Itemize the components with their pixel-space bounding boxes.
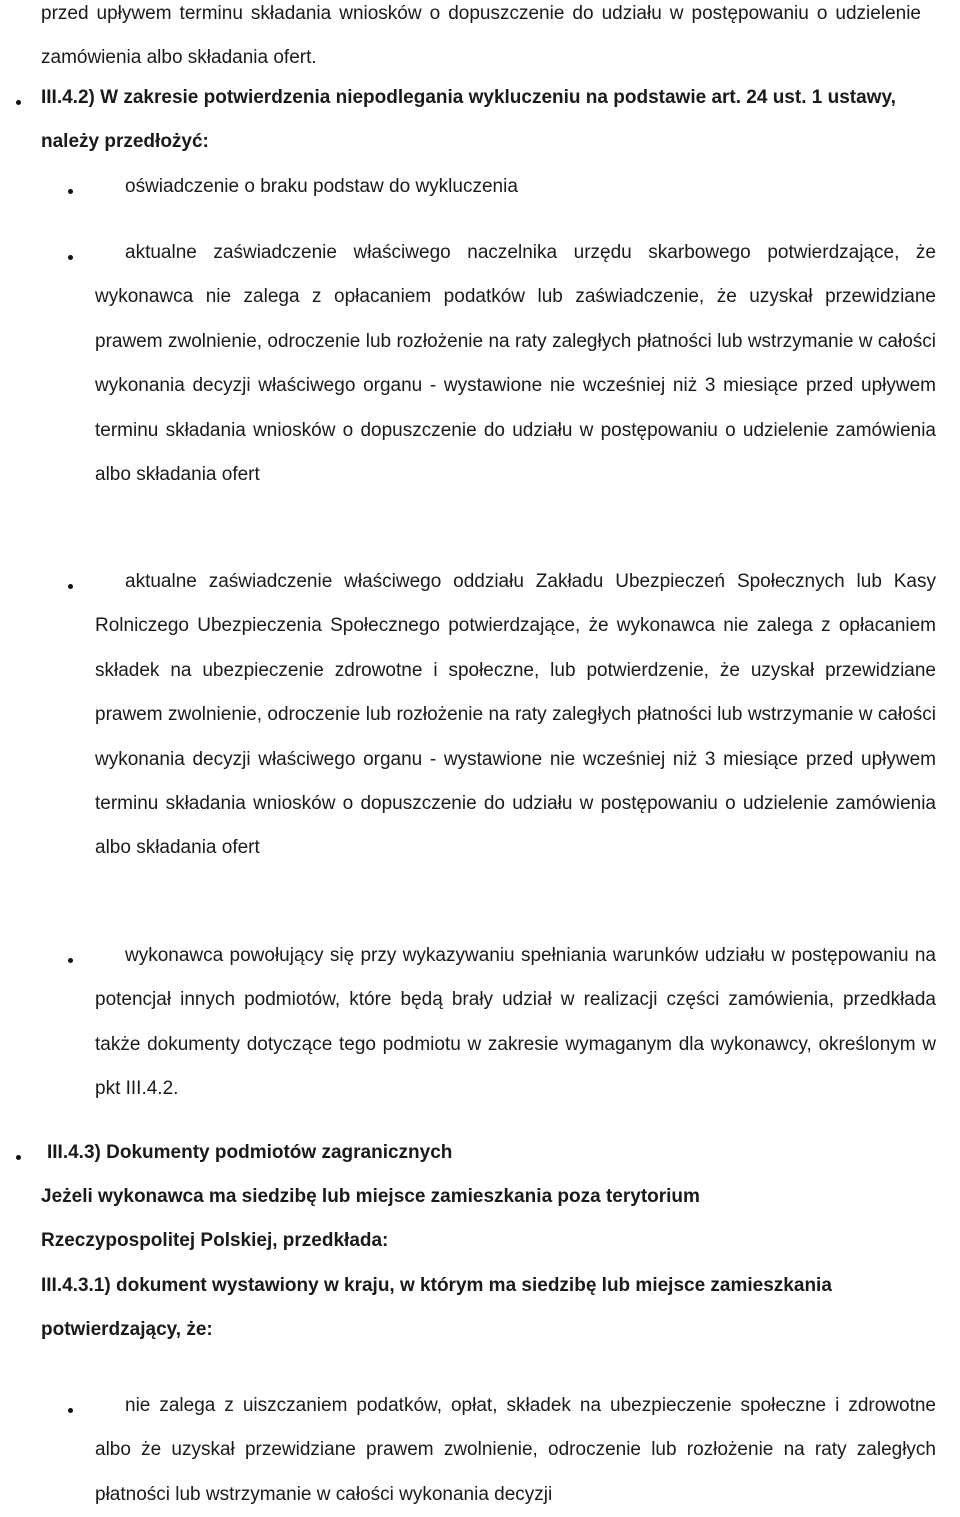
list-item: nie zalega z uiszczaniem podatków, opłat, składek na ubezpieczenie społeczne i zdrowotne albo że uzyskał przewidziane prawem zwolnienie, odroczenie lub rozłożenie na raty zaległych płatności lub wstrzymanie w całości wykonania decyzji: [95, 1395, 936, 1505]
list-item: aktualne zaświadczenie właściwego oddziału Zakładu Ubezpieczeń Społecznych lub Kasy Rolniczego Ubezpieczenia Społecznego potwierdzające, że wykonawca nie zalega z opłacaniem składek na ubezpieczenie zdrowotne i społeczne, lub potwierdzenie, że uzyskał przewidziane prawem zwolnienie, odroczenie lub rozłożenie na raty zaległych płatności lub wstrzymanie w całości wykonania decyzji właściwego organu - wystawione nie wcześniej niż 3 miesiące przed upływem terminu składania wniosków o dopuszczenie do udziału w postępowaniu o udzielenie zamówienia albo składania ofert: [95, 571, 936, 859]
subsection-iii-4-3-1: III.4.3.1) dokument wystawiony w kraju, w którym ma siedzibę lub miejsce zamieszkania potwierdzający, że:: [41, 1275, 832, 1341]
bullet-icon: [68, 1408, 73, 1413]
intro-paragraph: przed upływem terminu składania wniosków o dopuszczenie do udziału w postępowaniu o udzielenie zamówienia albo składania ofert.: [41, 3, 921, 69]
section-heading-iii-4-2: III.4.2) W zakresie potwierdzenia niepodlegania wykluczeniu na podstawie art. 24 ust. 1 ustawy, należy przedłożyć:: [41, 87, 896, 153]
section-subheading: Jeżeli wykonawca ma siedzibę lub miejsce zamieszkania poza terytorium Rzeczypospolitej Polskiej, przedkłada:: [41, 1186, 700, 1252]
bullet-icon: [16, 100, 21, 105]
bullet-icon: [68, 584, 73, 589]
bullet-icon: [68, 255, 73, 260]
list-item: wykonawca powołujący się przy wykazywaniu spełniania warunków udziału w postępowaniu na potencjał innych podmiotów, które będą brały udział w realizacji części zamówienia, przedkłada także dokumenty dotyczące tego podmiotu w zakresie wymaganym dla wykonawcy, określonym w pkt III.4.2.: [95, 945, 936, 1100]
bullet-icon: [16, 1155, 21, 1160]
list-item: oświadczenie o braku podstaw do wykluczenia: [125, 176, 518, 197]
bullet-icon: [68, 189, 73, 194]
bullet-icon: [68, 958, 73, 963]
section-heading-iii-4-3: III.4.3) Dokumenty podmiotów zagranicznych: [47, 1142, 453, 1163]
list-item: aktualne zaświadczenie właściwego naczelnika urzędu skarbowego potwierdzające, że wykonawca nie zalega z opłacaniem podatków lub zaświadczenie, że uzyskał przewidziane prawem zwolnienie, odroczenie lub rozłożenie na raty zaległych płatności lub wstrzymanie w całości wykonania decyzji właściwego organu - wystawione nie wcześniej niż 3 miesiące przed upływem terminu składania wniosków o dopuszczenie do udziału w postępowaniu o udzielenie zamówienia albo składania ofert: [95, 242, 936, 486]
